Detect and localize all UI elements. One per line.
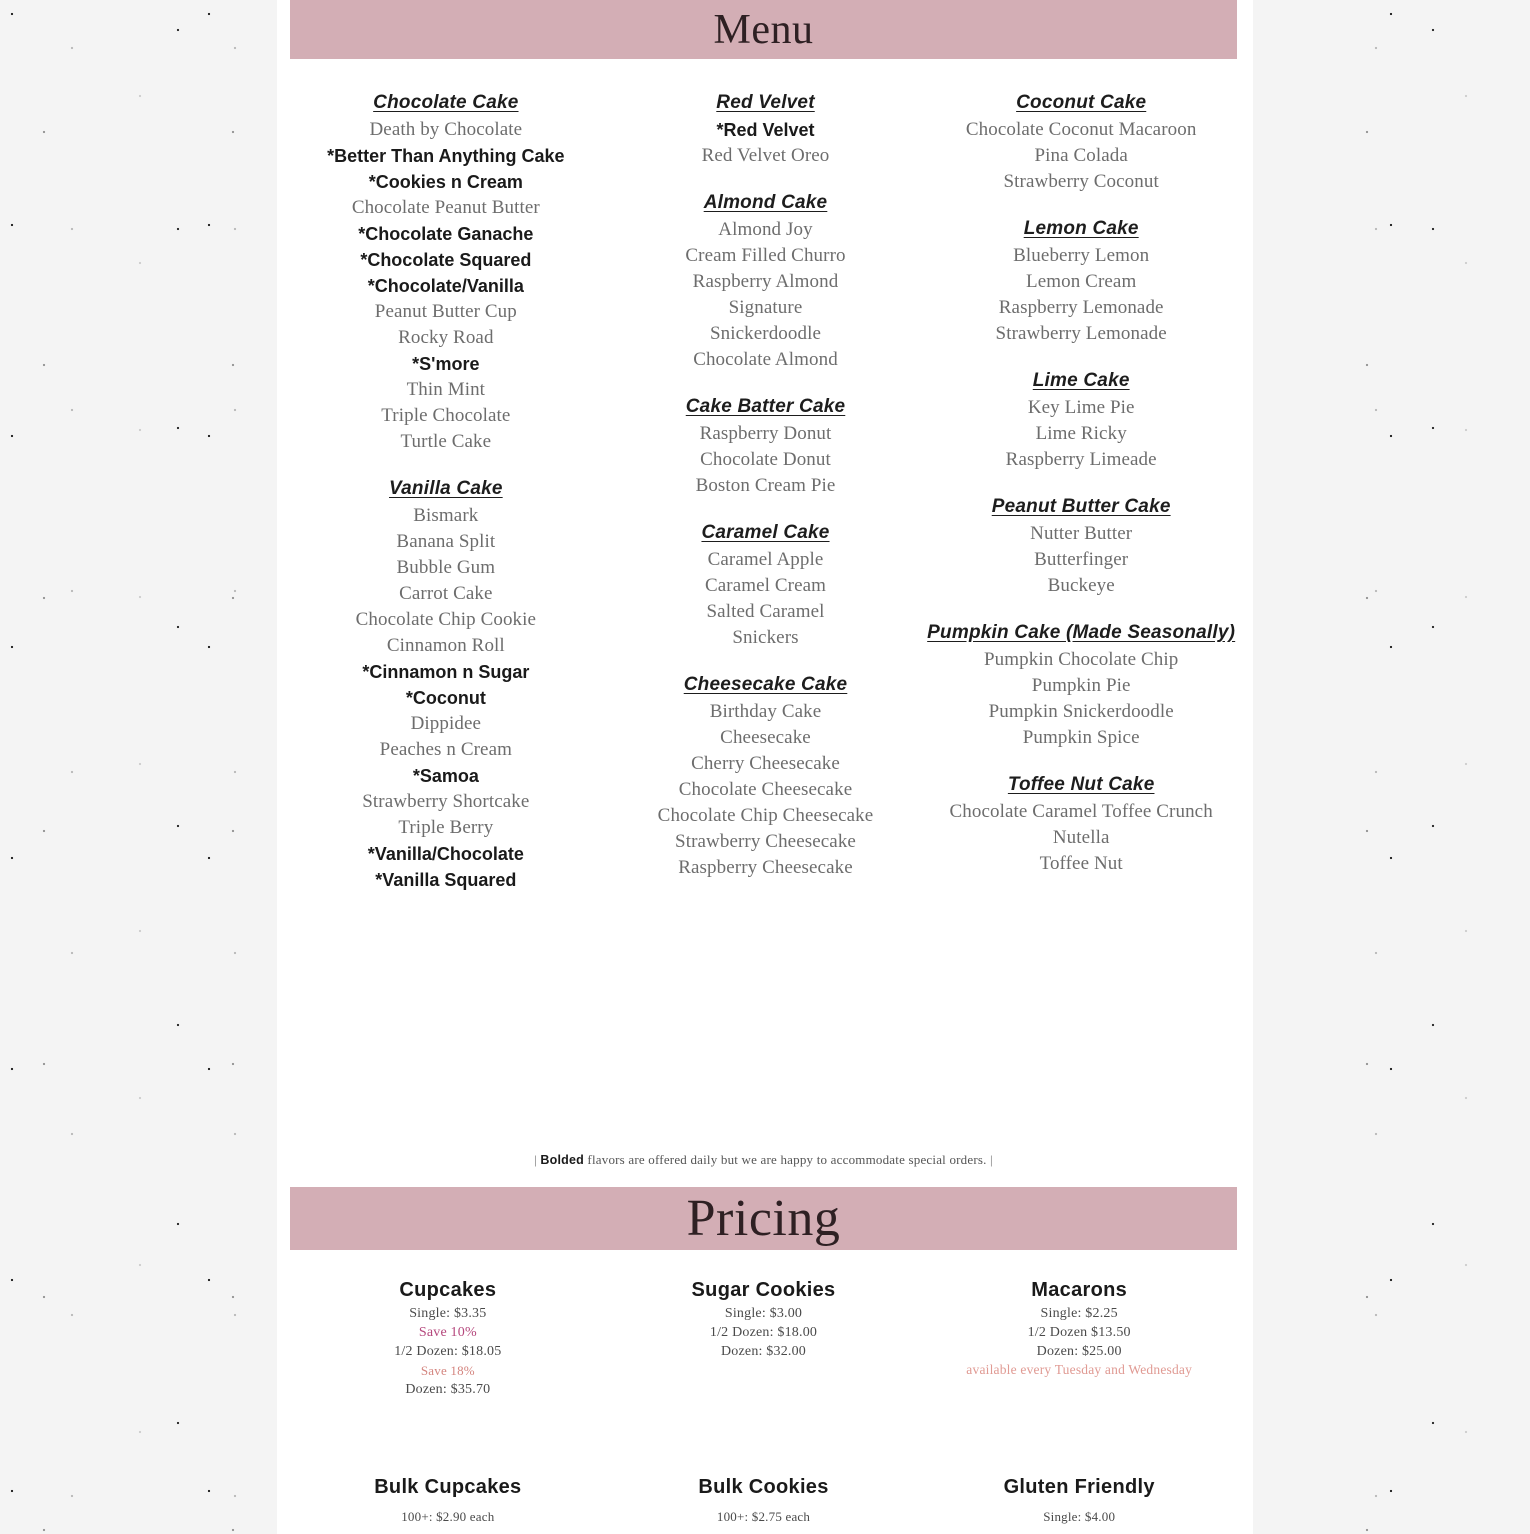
menu-flavor-item: Thin Mint	[406, 379, 486, 400]
pricing-column	[606, 1276, 922, 1407]
footnote-left-bar: |	[534, 1152, 537, 1167]
menu-flavor-item: Boston Cream Pie	[695, 475, 836, 496]
pricing-row-bulk	[290, 1407, 1237, 1534]
menu-flavor-item: Strawberry Coconut	[1003, 171, 1159, 192]
menu-flavor-item: Raspberry Lemonade	[998, 297, 1164, 318]
pricing-banner	[290, 1187, 1237, 1250]
menu-flavor-item: *S'more	[412, 354, 480, 374]
menu-flavor-item: Butterfinger	[1034, 549, 1129, 570]
pricing-line: 100+: $2.75 each	[716, 1509, 811, 1524]
footnote-rest: flavors are offered daily but we are happy to accommodate special orders.	[583, 1152, 991, 1167]
pricing-column	[606, 1473, 922, 1534]
pricing-block-title: Gluten Friendly	[1003, 1476, 1155, 1498]
pricing-block	[921, 1473, 1237, 1526]
menu-column-2	[610, 91, 922, 893]
menu-flavor-item: Dippidee	[410, 713, 482, 734]
menu-category	[610, 521, 922, 651]
menu-flavor-item: Chocolate Chip Cheesecake	[657, 805, 874, 826]
menu-flavor-item: Snickers	[732, 627, 799, 648]
menu-flavor-item: Lime Ricky	[1035, 423, 1127, 444]
menu-category-title: Red Velvet	[716, 92, 815, 113]
pricing-banner-title: Pricing	[686, 1189, 841, 1247]
pricing-block	[290, 1473, 606, 1526]
menu-flavor-item: Triple Berry	[398, 817, 494, 838]
menu-flavor-item: Blueberry Lemon	[1013, 245, 1150, 266]
menu-flavor-item: Nutella	[1052, 827, 1110, 848]
pricing-line: Save 18%	[420, 1363, 475, 1378]
pricing-line: Dozen: $32.00	[720, 1344, 807, 1359]
pricing-line: Dozen: $35.70	[405, 1382, 491, 1397]
pricing-line: 1/2 Dozen: $18.05	[394, 1344, 502, 1359]
menu-flavor-item: *Better Than Anything Cake	[327, 146, 565, 166]
menu-flavor-item: *Samoa	[412, 766, 479, 786]
menu-category	[290, 91, 602, 455]
menu-category	[925, 621, 1237, 751]
menu-flavor-item: Raspberry Almond	[692, 271, 839, 292]
menu-flavor-item: *Cinnamon n Sugar	[362, 662, 530, 682]
pricing-line: Single: $3.35	[409, 1306, 487, 1321]
menu-category	[610, 91, 922, 169]
menu-banner-title: Menu	[713, 6, 814, 53]
pricing-line: 1/2 Dozen: $18.00	[709, 1325, 818, 1340]
menu-flavor-item: Chocolate Coconut Macaroon	[965, 119, 1197, 140]
menu-flavor-item: Chocolate Cheesecake	[678, 779, 853, 800]
pricing-block	[606, 1473, 922, 1526]
menu-flavor-item: *Red Velvet	[716, 120, 815, 140]
menu-flavor-item: Rocky Road	[398, 327, 494, 348]
menu-category-title: Cheesecake Cake	[683, 674, 848, 695]
menu-category	[610, 191, 922, 373]
menu-flavor-item: Pumpkin Chocolate Chip	[984, 649, 1179, 670]
menu-category-title: Toffee Nut Cake	[1007, 774, 1155, 795]
footnote-bold-word: Bolded	[540, 1153, 584, 1167]
menu-category-title: Lemon Cake	[1023, 218, 1139, 239]
menu-flavor-item: Strawberry Lemonade	[995, 323, 1167, 344]
menu-flavor-item: Raspberry Limeade	[1005, 449, 1157, 470]
menu-category	[290, 477, 602, 893]
pricing-block-title: Bulk Cupcakes	[374, 1476, 522, 1498]
menu-category	[925, 91, 1237, 195]
menu-category-title: Pumpkin Cake (Made Seasonally)	[927, 622, 1236, 643]
menu-category	[925, 495, 1237, 599]
menu-flavor-item: Pumpkin Spice	[1022, 727, 1140, 748]
pricing-block-title: Cupcakes	[399, 1279, 497, 1301]
menu-flavor-item: Cream Filled Churro	[685, 245, 846, 266]
menu-flavor-item: *Chocolate/Vanilla	[367, 276, 524, 296]
menu-flavor-item: Chocolate Chip Cookie	[355, 609, 537, 630]
menu-flavor-item: Triple Chocolate	[381, 405, 511, 426]
menu-flavor-item: Toffee Nut	[1039, 853, 1123, 874]
menu-flavor-item: Peaches n Cream	[379, 739, 512, 760]
menu-flavor-item: Almond Joy	[718, 219, 813, 240]
menu-flavor-item: *Coconut	[405, 688, 486, 708]
menu-flavor-item: Key Lime Pie	[1027, 397, 1135, 418]
pricing-line: Single: $3.00	[724, 1306, 803, 1321]
menu-flavor-item: Pumpkin Snickerdoodle	[988, 701, 1174, 722]
menu-banner	[290, 0, 1237, 59]
menu-category	[925, 217, 1237, 347]
menu-flavor-item: Raspberry Donut	[699, 423, 832, 444]
pricing-column	[921, 1473, 1237, 1534]
menu-category-title: Coconut Cake	[1016, 92, 1147, 113]
pricing-block-title: Sugar Cookies	[691, 1279, 836, 1301]
menu-flavor-item: Turtle Cake	[400, 431, 492, 452]
pricing-block	[606, 1276, 922, 1361]
menu-category-title: Caramel Cake	[701, 522, 830, 543]
menu-category-title: Peanut Butter Cake	[991, 496, 1171, 517]
pricing-block	[290, 1276, 606, 1399]
menu-flavor-item: Bubble Gum	[396, 557, 496, 578]
menu-page	[277, 0, 1253, 1534]
menu-flavor-item: Carrot Cake	[399, 583, 493, 604]
menu-flavor-item: Bismark	[413, 505, 479, 526]
pricing-line: 100+: $2.90 each	[401, 1509, 495, 1524]
footnote-right-bar: |	[990, 1152, 993, 1167]
menu-flavor-item: Death by Chocolate	[369, 119, 523, 140]
menu-category-title: Almond Cake	[703, 192, 828, 213]
menu-flavor-item: Snickerdoodle	[709, 323, 822, 344]
pricing-block	[921, 1276, 1237, 1379]
menu-flavor-item: Pina Colada	[1034, 145, 1128, 166]
menu-flavor-item: Chocolate Peanut Butter	[351, 197, 540, 218]
menu-flavor-item: Caramel Apple	[707, 549, 824, 570]
menu-flavor-item: *Cookies n Cream	[368, 172, 523, 192]
menu-flavor-item: *Vanilla Squared	[375, 870, 517, 890]
menu-category	[925, 773, 1237, 877]
menu-category-title: Chocolate Cake	[373, 92, 519, 113]
menu-flavor-item: Pumpkin Pie	[1031, 675, 1131, 696]
menu-category	[610, 673, 922, 881]
menu-flavor-item: Cherry Cheesecake	[691, 753, 840, 774]
pricing-block-title: Macarons	[1031, 1279, 1128, 1301]
pricing-line: Single: $4.00	[1043, 1509, 1116, 1524]
pricing-line: available every Tuesday and Wednesday	[966, 1362, 1193, 1377]
menu-flavor-item: Chocolate Caramel Toffee Crunch	[949, 801, 1213, 822]
menu-flavor-item: *Vanilla/Chocolate	[367, 844, 524, 864]
pricing-line: Dozen: $25.00	[1036, 1344, 1122, 1359]
menu-flavor-item: Chocolate Almond	[693, 349, 838, 370]
pricing-line: 1/2 Dozen $13.50	[1027, 1325, 1131, 1340]
menu-flavor-item: Peanut Butter Cup	[374, 301, 517, 322]
menu-flavor-item: Cheesecake	[720, 727, 811, 748]
menu-flavor-item: Lemon Cream	[1026, 271, 1137, 292]
menu-flavor-item: Buckeye	[1047, 575, 1115, 596]
menu-category-title: Lime Cake	[1032, 370, 1130, 391]
pricing-line: Save 10%	[418, 1325, 477, 1340]
menu-columns	[290, 59, 1237, 893]
pricing-column	[290, 1473, 606, 1534]
pricing-line: Single: $2.25	[1040, 1306, 1118, 1321]
pricing-row-primary	[290, 1250, 1237, 1407]
menu-column-3	[921, 91, 1237, 893]
menu-flavor-item: Chocolate Donut	[700, 449, 831, 470]
menu-flavor-item: Banana Split	[396, 531, 496, 552]
pricing-column	[290, 1276, 606, 1407]
menu-category	[610, 395, 922, 499]
menu-footnote	[290, 1151, 1237, 1169]
menu-category-title: Cake Batter Cake	[685, 396, 846, 417]
menu-flavor-item: Caramel Cream	[704, 575, 827, 596]
menu-flavor-item: Raspberry Cheesecake	[678, 857, 853, 878]
menu-category	[925, 369, 1237, 473]
pricing-column	[921, 1276, 1237, 1407]
menu-category-title: Vanilla Cake	[389, 478, 503, 499]
menu-footnote-area	[290, 893, 1237, 1187]
menu-flavor-item: Salted Caramel	[706, 601, 825, 622]
menu-flavor-item: Red Velvet Oreo	[701, 145, 830, 166]
menu-flavor-item: *Chocolate Ganache	[358, 224, 534, 244]
menu-flavor-item: Nutter Butter	[1030, 523, 1133, 544]
pricing-block-title: Bulk Cookies	[698, 1476, 829, 1498]
menu-flavor-item: Signature	[728, 297, 803, 318]
menu-flavor-item: *Chocolate Squared	[360, 250, 532, 270]
menu-flavor-item: Strawberry Shortcake	[362, 791, 530, 812]
menu-flavor-item: Birthday Cake	[709, 701, 822, 722]
menu-flavor-item: Strawberry Cheesecake	[675, 831, 856, 852]
menu-column-1	[290, 91, 610, 893]
menu-flavor-item: Cinnamon Roll	[386, 635, 505, 656]
